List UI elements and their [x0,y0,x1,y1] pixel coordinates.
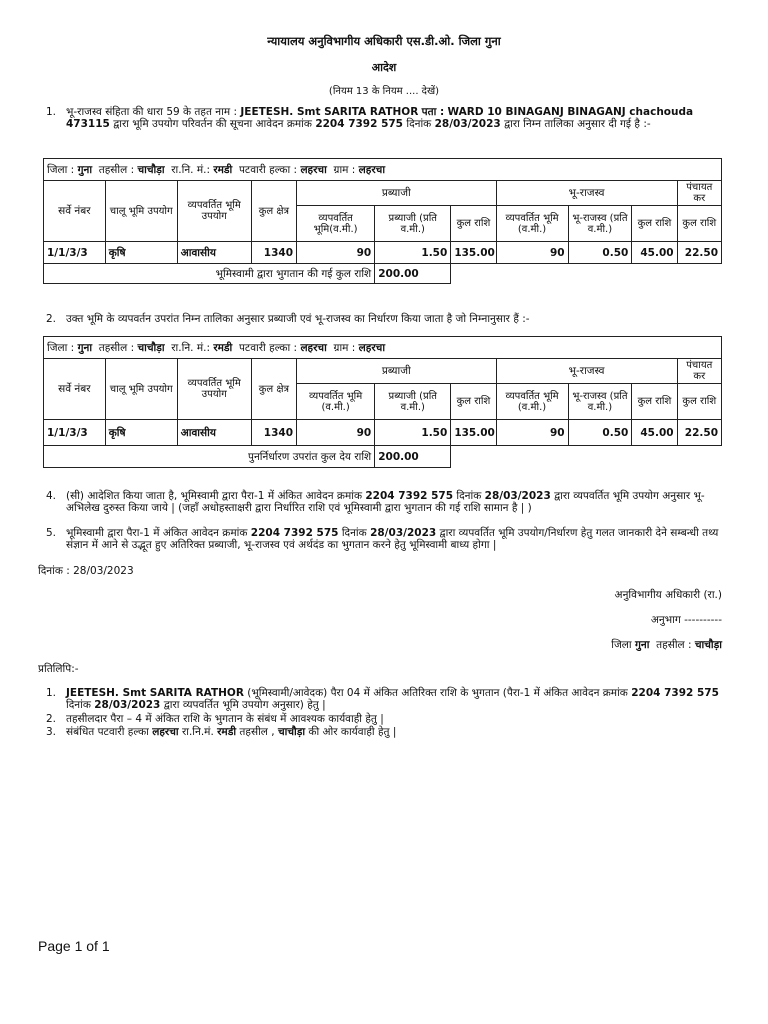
court-heading: न्यायालय अनुविभागीय अधिकारी एस.डी.ओ. जिला गुना [267,34,501,48]
header-panchayat-total: कुल राशि [677,206,721,242]
application-date: 28/03/2023 [484,490,551,502]
para2-text: उक्त भूमि के व्यपवर्तन उपरांत निम्न तालिका अनुसार प्रब्याजी एवं भू-राजस्व का निर्धारण किया जाता है जो निम्नानुसार हैं :- [66,313,530,325]
header-premium-area: व्यपवर्तित भूमि(व.मी.) [297,206,375,242]
table-row [44,420,722,446]
cell-revenue-area: 90 [496,242,568,264]
division-line: अनुभाग ---------- [650,614,722,626]
total-due-value: 200.00 [375,446,451,468]
applicant-name: JEETESH. Smt SARITA RATHOR [66,687,244,699]
para5-text-b: द्वारा व्यपवर्तित भूमि उपयोग/निर्धारण हेतु गलत जानकारी देने सम्बन्धी तथ्य संज्ञान में आने से उद्भूत हुए अतिरिक्त प्रब्याजी, भू-राजस्व एवं अर्थदंड का भुगतान करने हेतु भूमिस्वामी बाध्य होगा | [66,527,719,551]
rule-reference: (नियम 13 के नियम .... देखें) [328,86,440,97]
copy-heading: प्रतिलिपि:- [38,663,79,675]
header-revenue-total: कुल राशि [632,206,677,242]
ri-circle: रमडी [213,341,233,354]
header-premium: प्रब्याजी [297,359,497,384]
header-total-area: कुल क्षेत्र [251,181,296,242]
cell-panchayat-total: 22.50 [677,242,721,264]
cell-revenue-total: 45.00 [632,242,677,264]
header-changed-use: व्यपवर्तित भूमि उपयोग [177,181,251,242]
cell-revenue-rate: 0.50 [568,420,632,446]
table-row [44,242,722,264]
application-number: 2204 7392 575 [250,527,339,539]
header-panchayat: पंचायत कर [677,359,721,384]
header-premium-rate: प्रब्याजी (प्रति व.मी.) [375,206,451,242]
tehsil-name: चाचौड़ा [277,726,306,738]
header-revenue-rate: भू-राजस्व (प्रति व.मी.) [568,384,632,420]
date-label: दिनांक [406,118,432,130]
location-row: जिला : गुना तहसील : चाचौड़ा रा.नि. मं.: रमडी पटवारी हल्का : लहरचा ग्राम : लहरचा [44,337,722,359]
paragraph-4: 4. (सी) आदेशित किया जाता है, भूमिस्वामी द्वारा पैरा-1 में अंकित आवेदन क्रमांक 2204 7392 575 दिनांक 28/03/2023 द्वारा व्यपवर्तित भूमि उपयोग अनुसार भू-अभिलेख दुरुस्त किया जाये | (जहाँ अधोहस्ताक्षरी द्वारा निर्धारित राशि एवं भूमिस्वामी द्वारा भुगतान की गई राशि सामान है | ) [46,490,705,514]
signature-location: जिला गुना तहसील : चाचौड़ा [611,639,722,651]
ri-circle: रमडी [213,163,233,176]
cell-changed-use: आवासीय [177,242,251,264]
application-date: 28/03/2023 [434,118,501,130]
order-date: दिनांक : 28/03/2023 [38,565,134,577]
applicant-name: JEETESH. Smt SARITA RATHOR [240,106,419,118]
header-premium: प्रब्याजी [297,181,497,206]
header-land-revenue: भू-राजस्व [496,181,677,206]
cell-premium-total: 135.00 [451,242,496,264]
assessment-table-1 [43,158,722,284]
header-premium-total: कुल राशि [451,384,496,420]
header-premium-area: व्यपवर्तित भूमि (व.मी.) [297,384,375,420]
district-name: गुना [635,639,650,651]
header-current-use: चालू भूमि उपयोग [105,181,177,242]
officer-designation: अनुविभागीय अधिकारी (रा.) [614,589,722,601]
cell-premium-area: 90 [297,242,375,264]
para4-text-b: द्वारा व्यपवर्तित भूमि उपयोग अनुसार भू-अभिलेख दुरुस्त किया जाये | (जहाँ अधोहस्ताक्षरी द्वारा निर्धारित राशि एवं भूमिस्वामी द्वारा भुगतान की गई राशि सामान है | ) [66,490,705,514]
ri-circle: रमडी [217,726,237,738]
total-paid-value: 200.00 [375,264,451,284]
header-current-use: चालू भूमि उपयोग [105,359,177,420]
copy-item-2: 2. तहसीलदार पैरा – 4 में अंकित राशि के भुगतान के संबंध में आवश्यक कार्यवाही हेतु | [46,713,384,725]
application-number: 2204 7392 575 [315,118,403,130]
header-revenue-rate: भू-राजस्व (प्रति व.मी.) [568,206,632,242]
header-survey: सर्वे नंबर [44,359,106,420]
village-name: लहरचा [358,163,386,176]
header-land-revenue: भू-राजस्व [496,359,677,384]
header-premium-rate: प्रब्याजी (प्रति व.मी.) [375,384,451,420]
cell-premium-area: 90 [297,420,375,446]
cell-revenue-total: 45.00 [632,420,677,446]
assessment-table-2 [43,336,722,468]
para1-text-b: द्वारा भूमि उपयोग परिवर्तन की सूचना आवेदन क्रमांक [113,118,312,130]
district-name: गुना [77,341,93,354]
para4-text-a: (सी) आदेशित किया जाता है, भूमिस्वामी द्वारा पैरा-1 में अंकित आवेदन क्रमांक [66,490,363,502]
total-paid-label: भूमिस्वामी द्वारा भुगतान की गई कुल राशि [44,264,375,284]
para5-text-a: भूमिस्वामी द्वारा पैरा-1 में अंकित आवेदन क्रमांक [66,527,248,539]
para1-text-c: द्वारा निम्न तालिका अनुसार दी गई है :- [504,118,651,130]
cell-premium-rate: 1.50 [375,420,451,446]
cell-premium-total: 135.00 [451,420,496,446]
total-due-label: पुनर्निर्धारण उपरांत कुल देय राशि [44,446,375,468]
application-date: 28/03/2023 [94,699,161,711]
paragraph-2: 2. उक्त भूमि के व्यपवर्तन उपरांत निम्न तालिका अनुसार प्रब्याजी एवं भू-राजस्व का निर्धारण किया जाता है जो निम्नानुसार हैं :- [46,313,530,325]
header-revenue-area: व्यपवर्तित भूमि (व.मी.) [496,206,568,242]
tehsil-name: चाचौड़ा [137,341,165,354]
header-panchayat-total: कुल राशि [677,384,721,420]
cell-survey: 1/1/3/3 [44,242,106,264]
header-revenue-total: कुल राशि [632,384,677,420]
copy-item-3: 3. संबंधित पटवारी हल्का लहरचा रा.नि.मं. रमडी तहसील , चाचौड़ा की ओर कार्यवाही हेतु | [46,726,397,738]
header-total-area: कुल क्षेत्र [251,359,296,420]
header-revenue-area: व्यपवर्तित भूमि (व.मी.) [496,384,568,420]
copy-item-1: 1. JEETESH. Smt SARITA RATHOR (भूमिस्वामी/आवेदक) पैरा 04 में अंकित अतिरिक्त राशि के भुगतान (पैरा-1 में अंकित आवेदन क्रमांक 2204 7392 575 दिनांक 28/03/2023 द्वारा व्यपवर्तित भूमि उपयोग अनुसार) हेतु | [46,687,719,711]
tehsil-name: चाचौड़ा [694,639,722,651]
cell-panchayat-total: 22.50 [677,420,721,446]
tehsil-name: चाचौड़ा [137,163,165,176]
application-number: 2204 7392 575 [365,490,454,502]
paragraph-number: 1. [46,106,57,118]
cell-changed-use: आवासीय [177,420,251,446]
patwari-halka: लहरचा [300,341,327,354]
application-number: 2204 7392 575 [631,687,719,699]
header-premium-total: कुल राशि [451,206,496,242]
cell-current-use: कृषि [105,420,177,446]
cell-premium-rate: 1.50 [375,242,451,264]
cell-revenue-rate: 0.50 [568,242,632,264]
cell-current-use: कृषि [105,242,177,264]
patwari-halka: लहरचा [152,726,179,738]
cell-total-area: 1340 [251,242,296,264]
applicant-address: WARD 10 BINAGANJ BINAGANJ chachouda 473115 [66,106,694,130]
header-panchayat: पंचायत कर [677,181,721,206]
header-changed-use: व्यपवर्तित भूमि उपयोग [177,359,251,420]
location-row: जिला : गुना तहसील : चाचौड़ा रा.नि. मं.: रमडी पटवारी हल्का : लहरचा ग्राम : लहरचा [44,159,722,181]
village-name: लहरचा [358,341,386,354]
district-name: गुना [77,163,93,176]
cell-total-area: 1340 [251,420,296,446]
header-survey: सर्वे नंबर [44,181,106,242]
para1-text-a: भू-राजस्व संहिता की धारा 59 के तहत नाम : [66,106,238,118]
address-label: पता : [421,106,445,118]
cell-survey: 1/1/3/3 [44,420,106,446]
page-number: Page 1 of 1 [38,938,110,954]
cell-revenue-area: 90 [496,420,568,446]
patwari-halka: लहरचा [300,163,327,176]
paragraph-5: 5. भूमिस्वामी द्वारा पैरा-1 में अंकित आवेदन क्रमांक 2204 7392 575 दिनांक 28/03/2023 द्वारा व्यपवर्तित भूमि उपयोग/निर्धारण हेतु गलत जानकारी देने सम्बन्धी तथ्य संज्ञान में आने से उद्भूत हुए अतिरिक्त प्रब्याजी, भू-राजस्व एवं अर्थदंड का भुगतान करने हेतु भूमिस्वामी बाध्य होगा | [46,527,719,551]
paragraph-1 [46,106,726,130]
order-label: आदेश [371,61,397,74]
application-date: 28/03/2023 [370,527,437,539]
